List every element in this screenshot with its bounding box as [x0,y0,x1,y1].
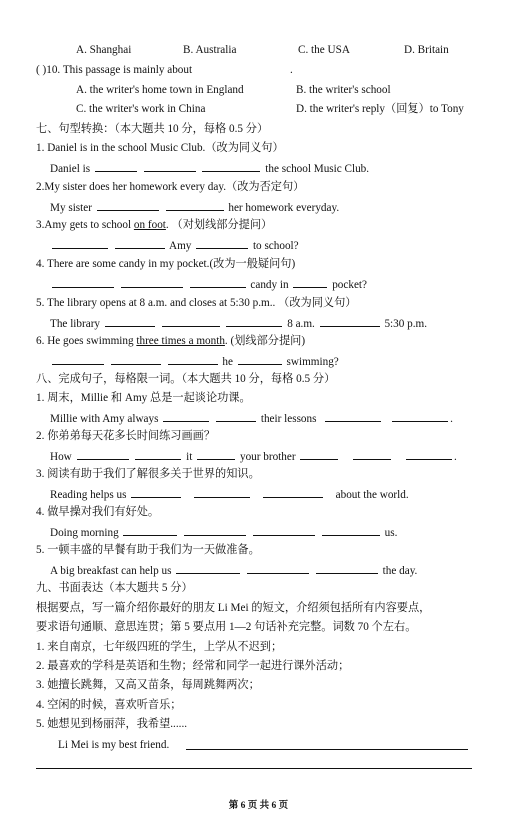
s7-q1-text-b: the school Music Club. [265,163,370,175]
q10-option-a: A. the writer's home town in England [76,84,244,96]
s8-q2-answer-line [50,448,457,464]
answer-blank[interactable] [77,448,129,460]
s8-q4-text-a: Doing morning [50,527,119,539]
section9-title: 九、书面表达（本大题共 5 分） [36,582,193,594]
s8-q1-text-a: Millie with Amy always [50,413,159,425]
s7-q4-prompt: 4. There are some candy in my pocket.(改为一般疑问句) [36,258,296,270]
answer-blank[interactable] [392,410,448,422]
s8-q2-end: . [453,451,457,463]
answer-blank[interactable] [131,486,181,498]
answer-blank[interactable] [194,486,250,498]
answer-blank[interactable] [123,524,177,536]
q9-option-b: B. Australia [183,44,237,56]
answer-blank[interactable] [320,315,380,327]
s7-q3-answer-line [50,237,299,253]
q9-option-c: C. the USA [298,44,350,56]
answer-blank[interactable] [52,353,104,365]
s9-instruction-1: 根据要点，写一篇介绍你最好的朋友 Li Mei 的短文，介绍须包括所有内容要点， [36,602,431,614]
answer-blank[interactable] [95,160,137,172]
answer-blank[interactable] [135,448,181,460]
section7-title: 七、句型转换：（本大题共 10 分，每格 0.5 分） [36,123,269,135]
s7-q3-text-b: to school? [252,240,299,252]
answer-blank[interactable] [162,315,220,327]
answer-blank[interactable] [196,237,248,249]
s7-q4-text-a: candy in [250,279,289,291]
answer-blank[interactable] [293,276,327,288]
s8-q1-end: . [450,413,453,425]
s7-q5-prompt: 5. The library opens at 8 a.m. and closes at 5:30 p.m.. （改为同义句） [36,297,357,309]
q10-stem: ( )10. This passage is mainly about [36,64,193,76]
s7-q4-text-b: pocket? [332,279,367,291]
q9-option-d: D. Britain [404,44,449,56]
essay-writing-line[interactable] [36,768,472,769]
page-footer: 第 6 页 共 6 页 [228,801,289,811]
q10-option-d: D. the writer's reply（回复）to Tony [296,103,464,115]
s8-q3-answer-line [50,486,409,502]
s8-q4-prompt: 4. 做早操对我们有好处。 [36,506,160,518]
s9-point-5: 5. 她想见到杨丽萍，我希望...... [36,718,188,730]
s7-q2-text-b: her homework everyday. [228,202,340,214]
s7-q3-text-a: Amy [168,240,192,252]
answer-blank[interactable] [115,237,165,249]
section8-title: 八、完成句子，每格限一词。（本大题共 10 分，每格 0.5 分） [36,373,336,385]
s8-q5-prompt: 5. 一顿丰盛的早餐有助于我们为一天做准备。 [36,544,260,556]
s7-q6-text: 6. He goes swimming [36,335,137,347]
s7-q3-prompt [36,218,272,232]
s7-q1-prompt: 1. Daniel is in the school Music Club.（改为同义句） [36,142,284,154]
answer-blank[interactable] [176,562,240,574]
s8-q2-prompt: 2. 你弟弟每天花多长时间练习画画？ [36,430,216,442]
s7-q5-text-c: 5:30 p.m. [384,318,428,330]
s7-q2-answer-line [50,199,339,215]
answer-blank[interactable] [322,524,380,536]
s7-q6-text-b: swimming? [286,356,339,368]
answer-blank[interactable] [52,237,108,249]
s7-q5-text-a: The library [50,318,101,330]
answer-blank[interactable] [300,448,338,460]
s7-q2-prompt: 2.My sister does her homework every day.（改为否定句） [36,181,305,193]
s7-q1-text-a: Daniel is [50,163,91,175]
s8-q3-prompt: 3. 阅读有助于我们了解很多关于世界的知识。 [36,468,260,480]
q10-option-c: C. the writer's work in China [76,103,206,115]
answer-blank[interactable] [238,353,282,365]
s7-q3-instruction: . （对划线部分提问） [165,219,273,231]
s7-q4-answer-line [50,276,367,292]
s8-q1-answer-line [50,410,453,426]
answer-blank[interactable] [202,160,260,172]
answer-blank[interactable] [105,315,155,327]
s8-q1-prompt: 1. 周末，Millie 和 Amy 总是一起谈论功课。 [36,392,251,404]
s7-q6-text-a: he [222,356,233,368]
answer-blank[interactable] [253,524,315,536]
s8-q3-text-b: about the world. [335,489,409,501]
s7-q5-text-b: 8 a.m. [287,318,315,330]
q9-option-a: A. Shanghai [76,44,132,56]
answer-blank[interactable] [97,199,159,211]
answer-blank[interactable] [190,276,246,288]
answer-blank[interactable] [247,562,309,574]
answer-blank[interactable] [111,353,161,365]
q10-stem-dot: . [290,64,293,76]
answer-blank[interactable] [197,448,235,460]
answer-blank[interactable] [52,276,114,288]
q10-option-b: B. the writer's school [296,84,391,96]
s7-q6-underlined: three times a month [136,335,225,347]
s7-q5-answer-line [50,315,427,331]
s8-q3-text-a: Reading helps us [50,489,127,501]
answer-blank[interactable] [184,524,246,536]
s8-q4-answer-line [50,524,397,540]
s7-q6-answer-line [50,353,339,369]
answer-blank[interactable] [144,160,196,172]
s8-q5-text-b: the day. [382,565,418,577]
s7-q2-text-a: My sister [50,202,92,214]
s9-essay-start: Li Mei is my best friend. [58,739,170,751]
s9-point-4: 4. 空闲的时候，喜欢听音乐； [36,699,182,711]
s7-q3-text: 3.Amy gets to school [36,219,134,231]
s8-q1-text-b: their lessons [260,413,317,425]
answer-blank[interactable] [325,410,381,422]
s7-q3-underlined: on foot [133,219,166,231]
answer-blank[interactable] [263,486,323,498]
answer-blank[interactable] [216,410,256,422]
answer-blank[interactable] [406,448,452,460]
s9-instruction-2: 要求语句通顺、意思连贯；第 5 要点用 1—2 句话补充完整。词数 70 个左右。 [36,621,417,633]
answer-blank[interactable] [163,410,209,422]
s7-q6-instruction: . (划线部分提问) [224,335,306,347]
s9-point-1: 1. 来自南京，七年级四班的学生，上学从不迟到； [36,641,283,653]
s8-q2-text-a: How [50,451,72,463]
s7-q6-prompt [36,334,305,348]
answer-blank[interactable] [166,199,224,211]
answer-blank[interactable] [316,562,378,574]
answer-blank[interactable] [168,353,218,365]
answer-blank[interactable] [121,276,183,288]
s9-point-2: 2. 最喜欢的学科是英语和生物；经常和同学一起进行课外活动； [36,660,350,672]
answer-blank[interactable] [226,315,282,327]
s9-point-3: 3. 她擅长跳舞，又高又苗条，每周跳舞两次； [36,679,260,691]
s8-q4-text-b: us. [384,527,398,539]
s8-q2-text-c: your brother [239,451,296,463]
s8-q2-text-b: it [186,451,193,463]
s8-q5-answer-line [50,562,417,578]
s8-q5-text-a: A big breakfast can help us [50,565,172,577]
essay-writing-line[interactable] [186,749,468,750]
s7-q1-answer-line [50,160,369,176]
answer-blank[interactable] [353,448,391,460]
